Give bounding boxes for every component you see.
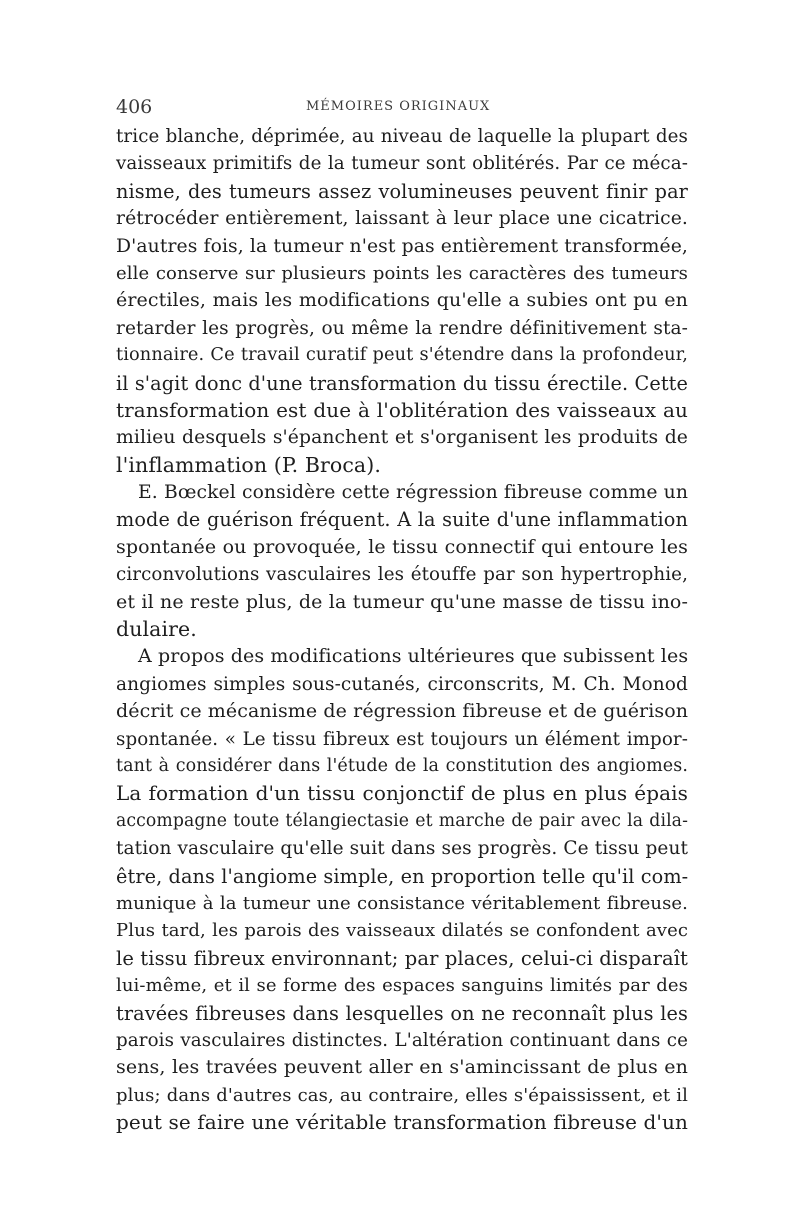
text-line: spontanée ou provoquée, le tissu connectif qui entoure les	[116, 535, 688, 558]
text-line: Plus tard, les parois des vaisseaux dilatés se confondent avec	[116, 920, 688, 942]
text-line: elle conserve sur plusieurs points les caractères des tumeurs	[116, 262, 688, 284]
text-line: sens, les travées peuvent aller en s'amincissant de plus en	[116, 1056, 688, 1079]
text-line: être, dans l'angiome simple, en proportion telle qu'il com-	[116, 864, 689, 888]
body-text	[116, 123, 688, 1136]
text-line: décrit ce mécanisme de régression fibreuse et de guérison	[116, 700, 689, 723]
text-line: munique à la tumeur une consistance véritablement fibreuse.	[116, 892, 688, 914]
text-line: E. Bœckel considère cette régression fibreuse comme un	[138, 482, 688, 504]
text-line: retarder les progrès, ou même la rendre définitivement sta-	[116, 317, 688, 339]
text-line: travées fibreuses dans lesquelles on ne reconnaît plus les	[116, 1001, 688, 1025]
text-line: accompagne toute télangiectasie et marche de pair avec la dila-	[116, 810, 688, 831]
text-line: circonvolutions vasculaires les étouffe par son hypertrophie,	[116, 564, 688, 586]
text-line: lui-même, et il se forme des espaces sanguins limités par des	[116, 975, 688, 997]
text-line: peut se faire une véritable transformation fibreuse d'un	[116, 1110, 688, 1135]
text-line: vaisseaux primitifs de la tumeur sont oblitérés. Par ce méca-	[116, 153, 688, 175]
text-line: spontanée. « Le tissu fibreux est toujours un élément impor-	[116, 728, 688, 750]
text-line: tionnaire. Ce travail curatif peut s'étendre dans la profondeur,	[116, 345, 688, 366]
text-line: La formation d'un tissu conjonctif de plus en plus épais	[116, 781, 688, 806]
text-line: l'inflammation (P. Broca).	[116, 452, 381, 477]
text-line: tation vasculaire qu'elle suit dans ses progrès. Ce tissu peut	[116, 838, 688, 860]
text-line: milieu desquels s'épanchent et s'organisent les produits de	[116, 427, 688, 449]
text-line: le tissu fibreux environnant; par places, celui-ci disparaît	[116, 946, 688, 970]
text-line: mode de guérison fréquent. A la suite d'une inflammation	[116, 508, 688, 532]
text-line: D'autres fois, la tumeur n'est pas entièrement transformée,	[116, 235, 688, 257]
text-line: tant à considérer dans l'étude de la constitution des angiomes.	[116, 755, 688, 776]
page-header	[116, 96, 688, 120]
text-line: trice blanche, déprimée, au niveau de laquelle la plupart des	[116, 126, 688, 147]
page-number: 406	[116, 96, 153, 118]
text-line: rétrocéder entièrement, laissant à leur place une cicatrice.	[116, 208, 688, 230]
text-line: dulaire.	[116, 617, 197, 642]
text-line: et il ne reste plus, de la tumeur qu'une masse de tissu ino-	[116, 590, 688, 613]
text-line: érectiles, mais les modifications qu'elle a subies ont pu en	[116, 289, 688, 312]
text-line: parois vasculaires distinctes. L'altération continuant dans ce	[116, 1029, 688, 1051]
running-title: MÉMOIRES ORIGINAUX	[306, 99, 491, 114]
text-line: transformation est due à l'oblitération des vaisseaux au	[116, 397, 688, 422]
text-line: A propos des modifications ultérieures que subissent les	[138, 645, 689, 668]
text-line: nisme, des tumeurs assez volumineuses peuvent finir par	[116, 179, 688, 203]
text-line: plus; dans d'autres cas, au contraire, elles s'épaississent, et il	[116, 1084, 688, 1106]
text-line: il s'agit donc d'une transformation du tissu érectile. Cette	[116, 371, 688, 395]
text-line: angiomes simples sous-cutanés, circonscrits, M. Ch. Monod	[116, 673, 688, 695]
